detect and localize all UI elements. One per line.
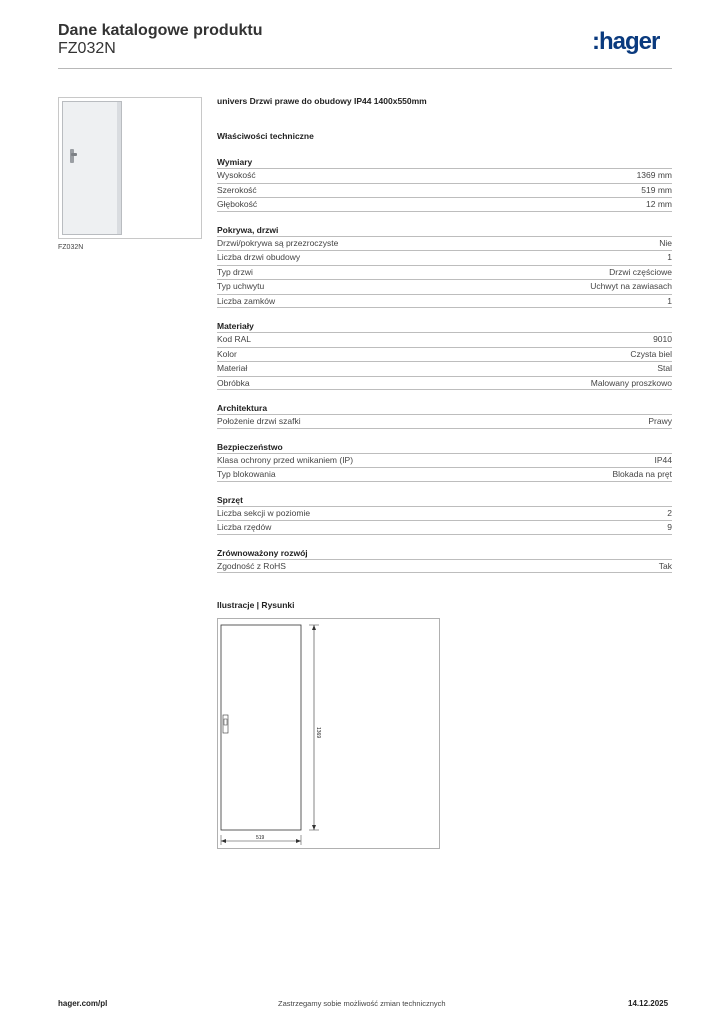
spec-row	[217, 197, 672, 212]
spec-value: Nie	[659, 237, 672, 248]
spec-section	[217, 441, 672, 482]
spec-row	[217, 376, 672, 391]
illustrations-title: Ilustracje | Rysunki	[217, 600, 295, 610]
spec-value: 9010	[653, 334, 672, 344]
spec-row	[217, 236, 672, 251]
spec-value: 12 mm	[646, 199, 672, 209]
spec-row	[217, 279, 672, 294]
technical-drawing	[217, 618, 440, 849]
spec-label: Liczba drzwi obudowy	[217, 252, 301, 262]
spec-label: Głębokość	[217, 199, 258, 209]
spec-section-title: Architektura	[217, 403, 268, 413]
product-image	[58, 97, 202, 239]
spec-row	[217, 506, 672, 521]
spec-label: Liczba rzędów	[217, 522, 272, 532]
spec-row	[217, 414, 672, 429]
spec-row	[217, 183, 672, 198]
spec-value: IP44	[654, 454, 672, 465]
spec-section-title: Zrównoważony rozwój	[217, 547, 308, 558]
image-caption: FZ032N	[58, 244, 84, 251]
product-name: univers Drzwi prawe do obudowy IP44 1400x550mm	[217, 96, 427, 106]
spec-label: Kod RAL	[217, 334, 252, 344]
spec-row	[217, 168, 672, 183]
spec-label: Klasa ochrony przed wnikaniem (IP)	[217, 454, 354, 465]
spec-label: Położenie drzwi szafki	[217, 416, 301, 426]
spec-value: 1	[667, 252, 672, 262]
spec-label: Kolor	[217, 348, 237, 359]
spec-value: Malowany proszkowo	[590, 377, 672, 388]
spec-row	[217, 265, 672, 280]
technical-properties-title: Właściwości techniczne	[217, 131, 314, 141]
spec-value: Stal	[657, 363, 672, 373]
spec-value: 1369 mm	[636, 170, 672, 180]
spec-value: Prawy	[648, 416, 672, 426]
spec-table	[217, 156, 672, 585]
spec-value: Blokada na pręt	[612, 469, 672, 479]
spec-label: Wysokość	[217, 170, 256, 180]
spec-label: Obróbka	[217, 377, 250, 388]
product-code: FZ032N	[58, 40, 116, 57]
spec-label: Materiał	[217, 363, 248, 373]
spec-value: Uchwyt na zawiasach	[590, 281, 672, 291]
spec-value: 2	[667, 507, 672, 518]
spec-row	[217, 559, 672, 574]
spec-section	[217, 156, 672, 212]
door-illustration	[62, 101, 122, 235]
spec-section	[217, 224, 672, 309]
spec-row	[217, 453, 672, 468]
door-dimension-drawing	[218, 619, 439, 848]
spec-label: Drzwi/pokrywa są przezroczyste	[217, 237, 339, 248]
spec-label: Liczba zamków	[217, 295, 276, 306]
spec-section-title: Sprzęt	[217, 494, 243, 505]
spec-section-title: Materiały	[217, 321, 254, 331]
page-title: Dane katalogowe produktu	[58, 22, 263, 39]
spec-section	[217, 402, 672, 429]
spec-row	[217, 361, 672, 376]
spec-section	[217, 320, 672, 390]
hager-logo: :hager	[592, 28, 660, 55]
spec-row	[217, 294, 672, 309]
spec-value: Czysta biel	[630, 348, 672, 359]
spec-section	[217, 494, 672, 535]
footer-url[interactable]: hager.com/pl	[58, 999, 108, 1008]
spec-label: Typ uchwytu	[217, 281, 265, 291]
dimension-height-label: 1369	[315, 727, 321, 739]
spec-value: 519 mm	[641, 184, 672, 195]
spec-label: Szerokość	[217, 184, 257, 195]
spec-label: Typ blokowania	[217, 469, 276, 479]
spec-section-title: Pokrywa, drzwi	[217, 224, 279, 235]
spec-row	[217, 520, 672, 535]
spec-label: Zgodność z RoHS	[217, 560, 286, 571]
spec-row	[217, 332, 672, 347]
spec-section	[217, 547, 672, 574]
header-divider	[58, 68, 672, 69]
spec-value: 9	[667, 522, 672, 532]
spec-label: Liczba sekcji w poziomie	[217, 507, 311, 518]
spec-row	[217, 467, 672, 482]
spec-row	[217, 347, 672, 362]
footer-note: Zastrzegamy sobie możliwość zmian technicznych	[278, 999, 446, 1008]
spec-value: Drzwi częściowe	[609, 266, 672, 277]
spec-label: Typ drzwi	[217, 266, 253, 277]
spec-section-title: Wymiary	[217, 157, 253, 167]
spec-section-title: Bezpieczeństwo	[217, 441, 283, 452]
dimension-width-label: 519	[256, 835, 265, 841]
spec-value: 1	[667, 295, 672, 306]
spec-row	[217, 250, 672, 265]
spec-value: Tak	[658, 560, 672, 571]
footer-date: 14.12.2025	[628, 999, 669, 1008]
